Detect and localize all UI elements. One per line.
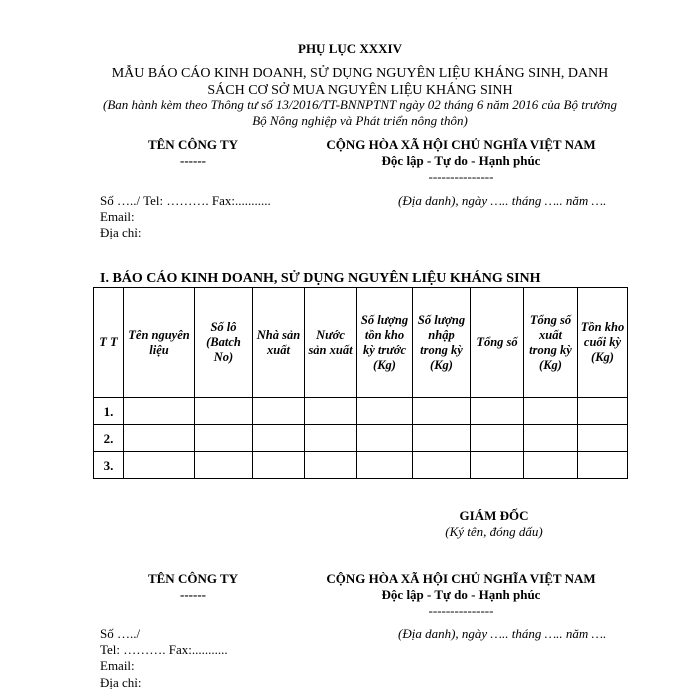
company-rule: ------ bbox=[180, 153, 206, 168]
signature-note: (Ký tên, đóng dấu) bbox=[445, 524, 543, 539]
email-label: Email: bbox=[100, 209, 135, 224]
table-cell bbox=[413, 398, 471, 425]
table-cell bbox=[471, 425, 524, 452]
table-cell bbox=[524, 398, 578, 425]
number-line: Số …../ bbox=[100, 626, 141, 641]
motto: Độc lập - Tự do - Hạnh phúc bbox=[381, 153, 541, 168]
table-cell bbox=[413, 452, 471, 479]
col-header-country: Nước sản xuất bbox=[305, 288, 357, 398]
address-label: Địa chỉ: bbox=[100, 225, 142, 240]
table-cell bbox=[413, 425, 471, 452]
motto-rule: --------------- bbox=[428, 603, 494, 618]
email-label: Email: bbox=[100, 658, 135, 673]
place-date: (Địa danh), ngày ….. tháng ….. năm …. bbox=[398, 626, 607, 641]
table-cell bbox=[305, 425, 357, 452]
table-cell bbox=[578, 398, 628, 425]
signature-title: GIÁM ĐỐC bbox=[459, 508, 529, 523]
table-cell bbox=[524, 452, 578, 479]
table-cell bbox=[357, 425, 413, 452]
col-header-index: T T bbox=[94, 288, 124, 398]
col-header-material-name: Tên nguyên liệu bbox=[124, 288, 195, 398]
table-cell bbox=[253, 425, 305, 452]
company-rule: ------ bbox=[180, 587, 206, 602]
section-title: I. BÁO CÁO KINH DOANH, SỬ DỤNG NGUYÊN LIỆU KHÁNG SINH bbox=[100, 271, 541, 286]
motto: Độc lập - Tự do - Hạnh phúc bbox=[381, 587, 541, 602]
table-cell bbox=[305, 398, 357, 425]
table-cell bbox=[124, 452, 195, 479]
table-cell bbox=[195, 398, 253, 425]
table-cell bbox=[253, 452, 305, 479]
col-header-previous-stock: Số lượng tồn kho kỳ trước (Kg) bbox=[357, 288, 413, 398]
table-cell bbox=[357, 398, 413, 425]
nation-title: CỘNG HÒA XÃ HỘI CHỦ NGHĨA VIỆT NAM bbox=[326, 137, 596, 152]
nation-title: CỘNG HÒA XÃ HỘI CHỦ NGHĨA VIỆT NAM bbox=[326, 571, 596, 586]
number-line: Số …../ Tel: ………. Fax:........... bbox=[100, 193, 271, 208]
table-cell bbox=[578, 425, 628, 452]
table-row bbox=[94, 452, 628, 479]
table-cell bbox=[124, 425, 195, 452]
company-name: TÊN CÔNG TY bbox=[147, 137, 239, 152]
table-cell bbox=[195, 425, 253, 452]
motto-rule: --------------- bbox=[428, 169, 494, 184]
table-cell bbox=[124, 398, 195, 425]
document-heading: MẪU BÁO CÁO KINH DOANH, SỬ DỤNG NGUYÊN LIỆU KHÁNG SINH, DANH SÁCH CƠ SỞ MUA NGUYÊN LIỆU KHÁNG SINH bbox=[111, 66, 609, 98]
col-header-ending-stock: Tồn kho cuối kỳ (Kg) bbox=[578, 288, 628, 398]
table-cell bbox=[253, 398, 305, 425]
table-cell bbox=[471, 398, 524, 425]
col-header-imported: Số lượng nhập trong kỳ (Kg) bbox=[413, 288, 471, 398]
table-cell bbox=[471, 452, 524, 479]
tel-fax-line: Tel: ………. Fax:........... bbox=[100, 642, 228, 657]
table-cell bbox=[195, 452, 253, 479]
table-cell bbox=[305, 452, 357, 479]
row-index: 1. bbox=[94, 398, 124, 425]
company-name: TÊN CÔNG TY bbox=[147, 571, 239, 586]
appendix-title: PHỤ LỤC XXXIV bbox=[298, 41, 402, 56]
issued-note: (Ban hành kèm theo Thông tư số 13/2016/TT-BNNPTNT ngày 02 tháng 6 năm 2016 của Bộ trưởng Bộ Nông nghiệp và Phát triển nông thôn) bbox=[103, 97, 617, 128]
address-label: Địa chỉ: bbox=[100, 675, 142, 690]
row-index: 3. bbox=[94, 452, 124, 479]
row-index: 2. bbox=[94, 425, 124, 452]
table-row bbox=[94, 425, 628, 452]
report-table bbox=[93, 287, 628, 479]
table-cell bbox=[524, 425, 578, 452]
table-cell bbox=[578, 452, 628, 479]
col-header-manufacturer: Nhà sản xuất bbox=[253, 288, 305, 398]
col-header-batch-no: Số lô (Batch No) bbox=[195, 288, 253, 398]
col-header-total: Tổng số bbox=[471, 288, 524, 398]
table-cell bbox=[357, 452, 413, 479]
table-row bbox=[94, 398, 628, 425]
place-date: (Địa danh), ngày ….. tháng ….. năm …. bbox=[398, 193, 607, 208]
col-header-exported: Tổng số xuất trong kỳ (Kg) bbox=[524, 288, 578, 398]
